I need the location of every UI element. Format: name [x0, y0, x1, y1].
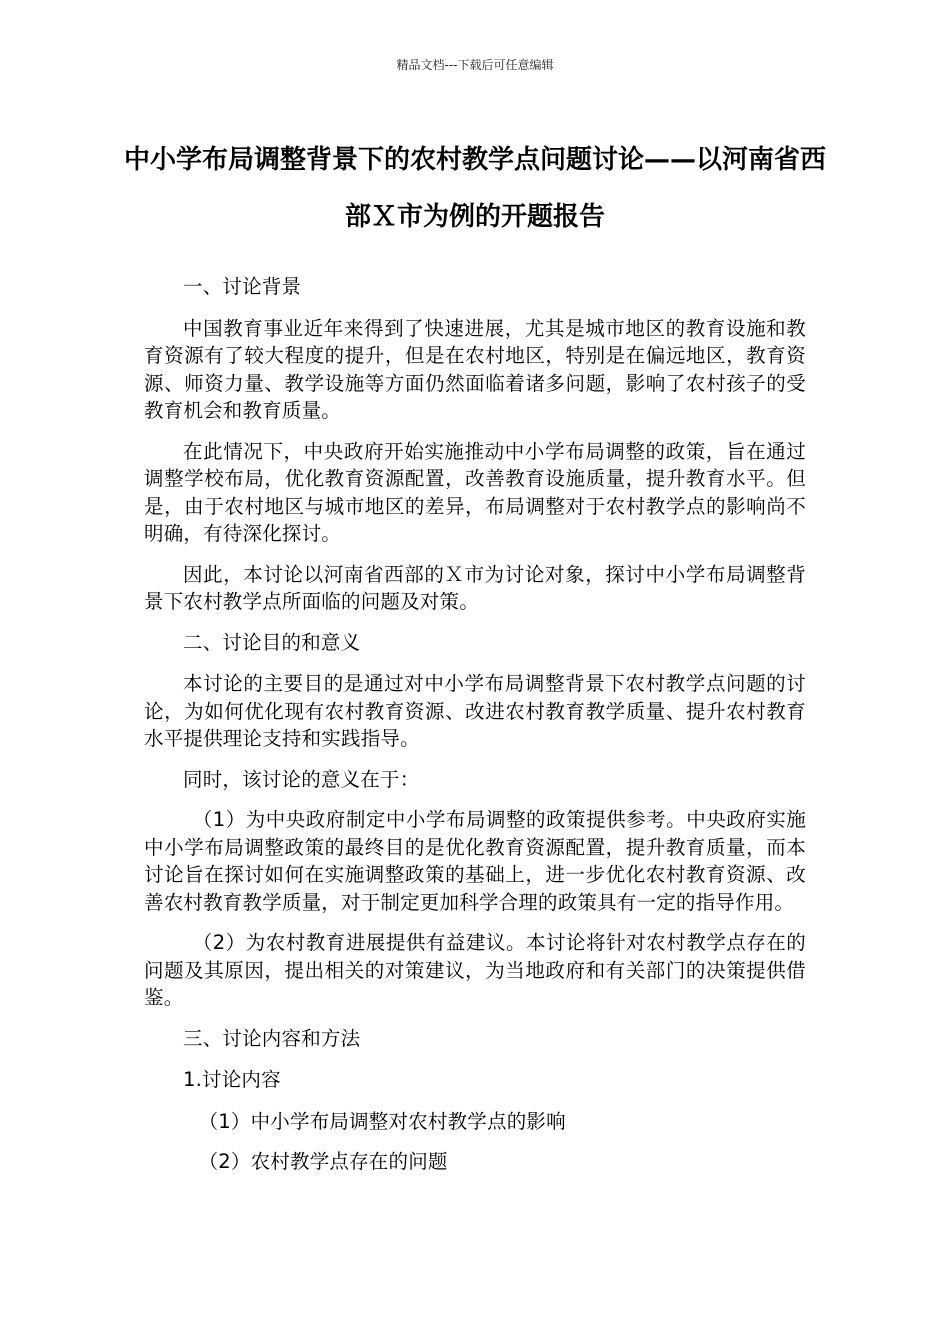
section-heading-background: 一、讨论背景: [183, 275, 302, 298]
list-item: （2）农村教学点存在的问题: [198, 1150, 448, 1173]
list-item: （2）为农村教育进展提供有益建议。本讨论将针对农村教学点存在的问题及其原因，提出相关的对策建议，为当地政府和有关部门的决策提供借鉴。: [144, 931, 806, 1009]
list-item: （1）中小学布局调整对农村教学点的影响: [198, 1109, 566, 1133]
section-heading-methods: 三、讨论内容和方法: [183, 1026, 361, 1050]
document-title: 中小学布局调整背景下的农村教学点问题讨论——以河南省西部Ｘ市为例的开题报告: [123, 145, 826, 232]
paragraph: 同时，该讨论的意义在于：: [183, 767, 420, 791]
paragraph: 本讨论的主要目的是通过对中小学布局调整背景下农村教学点问题的讨论，为如何优化现有农村教育资源、改进农村教育教学质量、提升农村教育水平提供理论支持和实践指导。: [144, 672, 806, 750]
paragraph: 在此情况下，中央政府开始实施推动中小学布局调整的政策，旨在通过调整学校布局，优化教育资源配置，改善教育设施质量，提升教育水平。但是，由于农村地区与城市地区的差异，布局调整对于农村教学点的影响尚不明确，有待深化探讨。: [144, 439, 806, 545]
section-heading-purpose: 二、讨论目的和意义: [183, 630, 361, 654]
paragraph: 中国教育事业近年来得到了快速进展，尤其是城市地区的教育设施和教育资源有了较大程度的提升，但是在农村地区，特别是在偏远地区，教育资源、师资力量、教学设施等方面仍然面临着诸多问题，影响了农村孩子的受教育机会和教育质量。: [144, 316, 806, 422]
list-item: （1）为中央政府制定中小学布局调整的政策提供参考。中央政府实施中小学布局调整政策的最终目的是优化教育资源配置，提升教育质量，而本讨论旨在探讨如何在实施调整政策的基础上，进一步优化农村教育资源、改善农村教育教学质量，对于制定更加科学合理的政策具有一定的指导作用。: [144, 808, 806, 914]
paragraph: 因此，本讨论以河南省西部的Ｘ市为讨论对象，探讨中小学布局调整背景下农村教学点所面临的问题及对策。: [144, 562, 806, 613]
subsection-heading: 1.讨论内容: [183, 1068, 281, 1091]
document-body: [144, 273, 806, 1189]
header-note: 精品文档---下载后可任意编辑: [396, 58, 554, 72]
